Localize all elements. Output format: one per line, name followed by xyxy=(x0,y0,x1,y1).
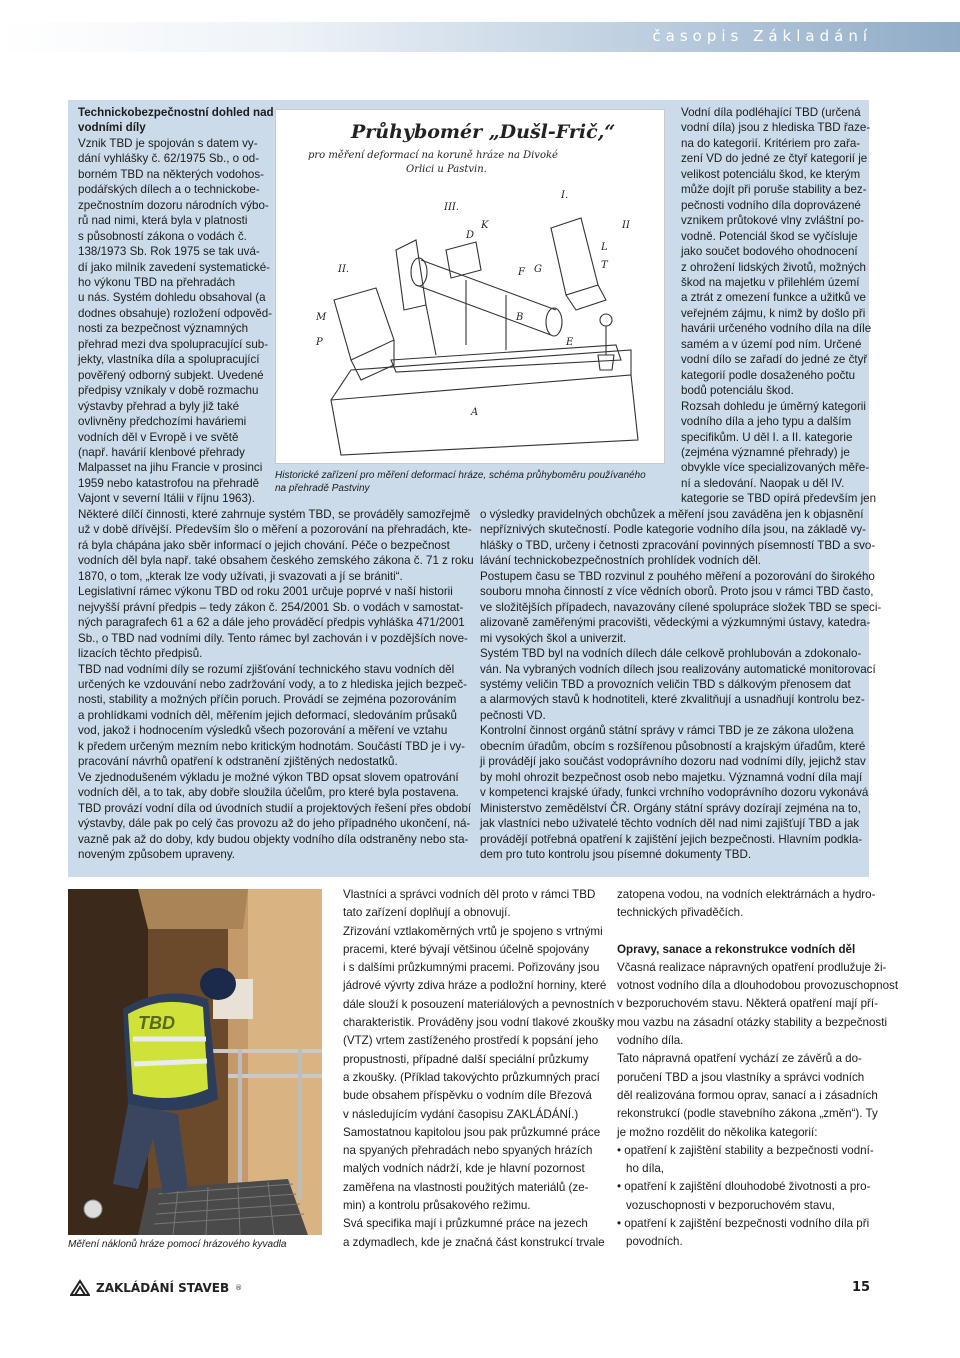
text-line: 1959 nebo katastrofou na přehradě xyxy=(78,476,260,490)
text-line: ji provádějí jako součást vodoprávního dozoru nad vodními díly, jejichž stav xyxy=(480,755,866,769)
svg-text:T: T xyxy=(601,260,608,271)
text-line: kategorie se TBD opírá především jen xyxy=(681,492,877,506)
svg-text:I.: I. xyxy=(561,190,569,201)
text-line: může dojít při poruše stability a bez- xyxy=(681,183,867,197)
text-line: TBD nad vodními díly se rozumí zjišťování technického stavu vodních děl xyxy=(78,662,455,676)
text-line: dí jako milník zavedení systematické- xyxy=(78,260,271,274)
text-line: TBD provází vodní díla od úvodních studií a projektových řešení přes období xyxy=(78,801,472,815)
figure-caption xyxy=(275,469,646,495)
text-line: poručení TBD a jsou vlastníky a správci vodních xyxy=(617,1070,865,1084)
text-line: Kontrolní činnost orgánů státní správy v rámci TBD je ze zákona uložena xyxy=(480,724,854,738)
figure-subtitle: pro měření deformací na koruně hráze na Divoké xyxy=(308,150,558,161)
text-line: předpisy vznikaly v době rozmachu xyxy=(78,384,259,398)
left-wide-paragraph xyxy=(78,507,474,862)
text-line: borném TBD na některých vodohos- xyxy=(78,167,265,181)
text-line: rá byla chápána jako sběr informací o jejich chování. Péče o bezpečnost xyxy=(78,538,450,552)
bullet-item: vozuschopnosti v bezporuchovém stavu, xyxy=(626,1198,835,1212)
text-line: děl realizována formou oprav, sanací a i zásadních xyxy=(617,1088,878,1102)
text-line: 138/1973 Sb. Rok 1975 se tak uvá- xyxy=(78,245,260,259)
text-line: (zejména významné přehrady) je xyxy=(681,445,850,459)
svg-text:D: D xyxy=(466,230,475,241)
pendulum-photo xyxy=(68,889,322,1235)
vest-label: TBD xyxy=(138,1013,175,1033)
text-line: Zřizování vztlakoměrných vrtů je spojeno s vrtnými xyxy=(343,924,603,938)
left-paragraph xyxy=(78,136,274,507)
bullet-list xyxy=(617,1142,898,1252)
text-line: v bezporuchovém stavu. Některá opatření mají pří- xyxy=(617,997,878,1011)
text-line: Vodní díla podléhající TBD (určená xyxy=(681,106,861,119)
text-line: pracování návrhů opatření k odstranění zjištěných nedostatků. xyxy=(78,755,398,769)
text-line: (např. havárií klenbové přehrady xyxy=(78,445,245,459)
text-line: obecním úřadům, obcím s rozšířenou působností a krajským úřadům, které xyxy=(480,739,866,753)
text-line: vznikem průtokové vlny zvláštní po- xyxy=(681,214,864,228)
text-line: propustnosti, případné další speciální průzkumy xyxy=(343,1052,589,1066)
text-line: a zkoušky. (Příklad takovýchto průzkumných prací xyxy=(343,1070,600,1084)
text-line: 1870, o tom, „kterak lze vody užívati, ji svazovati a jí se brániti“. xyxy=(78,569,403,583)
text-line: zaměřena na vlastnosti použitých materiálů (ze- xyxy=(343,1180,589,1194)
svg-text:L: L xyxy=(601,242,608,253)
text-line: vodní dílo se zařadí do jedné ze čtyř xyxy=(681,353,868,367)
svg-text:B: B xyxy=(516,312,524,323)
text-line: jak vlastníci nebo uživatelé těchto vodních děl nad nimi zajišťují TBD a jak xyxy=(480,817,860,831)
text-line: vodních děl v Evropě i ve světě xyxy=(78,430,239,444)
lower-right-column xyxy=(617,886,898,1252)
text-line: v kompetenci krajské úřady, funkci vrchního vodoprávního dozoru vykonává xyxy=(480,786,869,800)
text-line: vodního díla. xyxy=(617,1034,684,1048)
text-line: dem pro tuto kontrolu jsou písemné dokumenty TBD. xyxy=(480,847,752,861)
text-line: specifikům. U děl I. a II. kategorie xyxy=(681,430,853,444)
text-line: zení VD do jedné ze čtyř kategorií je xyxy=(681,152,868,166)
text-line: Legislativní rámec výkonu TBD od roku 2001 určuje poprvé v naší historii xyxy=(78,585,453,599)
text-line: systémy veličin TBD a provozních veličin TBD s dálkovým přenosem dat xyxy=(480,677,851,691)
text-line: velikost potenciálu škod, ke kterým xyxy=(681,167,861,181)
logo-icon xyxy=(70,1279,90,1297)
text-line: ve složitějších případech, navazovány cílené spolupráce složek TBD se speci- xyxy=(480,600,882,614)
text-line: technických přivaděčích. xyxy=(617,906,744,920)
text-line: jako součet bodového ohodnocení xyxy=(681,245,858,259)
text-line: lizacích těchto předpisů. xyxy=(78,647,203,661)
text-line: podářských dílech a o technickobe- xyxy=(78,183,260,197)
text-line: Ve zjednodušeném výkladu je možné výkon TBD opsat slovem opatrování xyxy=(78,770,459,784)
registered-mark: ® xyxy=(235,1284,243,1292)
text-line: veřejném zájmu, k nimž by došlo při xyxy=(681,306,866,320)
text-line: ho výkonu TBD na přehradách xyxy=(78,275,236,289)
text-line: Některé dílčí činnosti, které zahrnuje systém TBD, se prováděly samozřejmě xyxy=(78,508,471,521)
text-line: bodů potenciálu škod. xyxy=(681,384,794,398)
text-line: výstavby přehrad a byly již také xyxy=(78,399,240,413)
text-line: min) a kontrolu průsakového režimu. xyxy=(343,1199,531,1213)
text-line: ovlivněny předchozími haváriemi xyxy=(78,415,247,429)
text-line: Vajont v severní Itálii v říjnu 1963). xyxy=(78,492,255,506)
text-line: Včasná realizace nápravných opatření prodlužuje ži- xyxy=(617,960,887,974)
left-column xyxy=(78,105,274,507)
caption-line: Historické zařízení pro měření deformací hráze, schéma průhyboměru používaného xyxy=(275,470,646,481)
text-line: z ohrožení lidských životů, možných xyxy=(681,260,866,274)
text-line: nepříznivých skutečností. Podle kategorie vodního díla jsou, na základě vy- xyxy=(480,523,867,537)
bullet-item: • opatření k zajištění dlouhodobé životnosti a pro- xyxy=(617,1180,871,1194)
text-line: Vznik TBD je spojován s datem vy- xyxy=(78,136,258,150)
lower-right-paragraph xyxy=(617,959,898,1142)
text-line: o výsledky pravidelných obchůzek a měření jsou zaváděna jen k objasnění xyxy=(480,508,864,521)
svg-text:E: E xyxy=(566,337,574,348)
text-line: nosti, stability a možných příčin poruch. Provádí se zejména pozorováním xyxy=(78,693,457,707)
text-line: Svá specifika mají i průzkumné práce na jezech xyxy=(343,1217,588,1231)
text-line: pečnosti VD. xyxy=(480,708,546,722)
svg-text:G: G xyxy=(534,264,542,275)
text-line: souboru mnoha činností z více vědních oborů. Proto jsou v rámci TBD často, xyxy=(480,585,874,599)
text-line: obvykle více specializovaných měře- xyxy=(681,461,870,475)
text-line: vodního díla a jeho typu a dalším xyxy=(681,415,852,429)
text-line: k předem určeným mezním nebo kritickým hodnotám. Součástí TBD je i vy- xyxy=(78,739,466,753)
lower-middle-column xyxy=(343,886,614,1252)
text-line: zatopena vodou, na vodních elektrárnách a hydro- xyxy=(617,888,876,901)
text-line: vazně pak až do doby, kdy budou objekty vodního díla odstraněny nebo sta- xyxy=(78,832,469,846)
text-line: a zdymadlech, kde je značná část konstrukcí trvale xyxy=(343,1235,605,1249)
text-line: ní a sledování. Naopak u děl IV. xyxy=(681,476,845,490)
figure-title: Průhybomér „Dušl-Frič,“ xyxy=(351,121,616,143)
text-line: dání vyhlášky č. 62/1975 Sb., o od- xyxy=(78,152,260,166)
text-line: ných paragrafech 61 a 62 a dále jeho prováděcí předpis vyhláška 471/2001 xyxy=(78,616,465,630)
photo-caption: Měření náklonů hráze pomocí hrázového kyvadla xyxy=(68,1239,287,1250)
text-line: bude obsahem příspěvku o vodním díle Březová xyxy=(343,1089,592,1103)
text-line: dodnes obsahuje) rozložení odpověd- xyxy=(78,306,273,320)
figure-subtitle: Orlici u Pastvin. xyxy=(406,164,487,175)
text-line: i s dalšími průzkumnými pracemi. Pořizovány jsou xyxy=(343,961,600,975)
bullet-item: • opatření k zajištění bezpečnosti vodního díla při xyxy=(617,1217,870,1231)
text-line: nejvyšší právní předpis – tedy zákon č. 254/2001 Sb. o vodách v samostat- xyxy=(78,600,464,614)
bullet-item: ho díla, xyxy=(626,1162,665,1176)
text-line: Postupem času se TBD rozvinul z pouhého měření a pozorování do širokého xyxy=(480,569,875,583)
text-line: samém a v území pod ním. Určené xyxy=(681,337,862,351)
svg-text:II.: II. xyxy=(338,264,350,275)
text-line: tato zařízení doplňují a obnovují. xyxy=(343,906,511,920)
text-line: pracemi, které bývají většinou účelně spojovány xyxy=(343,942,590,956)
text-line: by mohl ohrozit bezpečnost osob nebo majetku. Významná vodní díla mají xyxy=(480,770,863,784)
text-line: mou vazbu na zásadní otázky stability a bezpečnosti xyxy=(617,1015,888,1029)
text-line: na do kategorií. Kritériem pro zařa- xyxy=(681,136,861,150)
publisher-logo xyxy=(70,1279,242,1297)
text-line: zpečnostním dozoru národních výbo- xyxy=(78,198,269,212)
text-line: noveným způsobem upraveny. xyxy=(78,847,236,861)
text-line: určených ke vzdouvání nebo zadržování vody, a to z hlediska jejich bezpeč- xyxy=(78,677,468,691)
text-line: Vlastníci a správci vodních děl proto v rámci TBD xyxy=(343,888,596,901)
text-line: přehrad mezi dva spolupracující sub- xyxy=(78,337,269,351)
svg-text:II: II xyxy=(622,220,630,231)
text-line: v následujícím vydání časopisu ZAKLÁDÁNÍ.) xyxy=(343,1107,579,1121)
text-line: alizovaně zaměřenými pracovišti, vědeckými a výzkumnými ústavy, katedra- xyxy=(480,616,871,630)
text-line: Systém TBD byl na vodních dílech dále celkově prohlubován a zdokonalo- xyxy=(480,647,862,661)
text-line: škod na majetku v přilehlém území xyxy=(681,275,860,289)
header-bar xyxy=(0,22,960,52)
text-line: malých vodních nádrží, kde je hlavní pozornost xyxy=(343,1162,585,1176)
text-line: s působností zákona o vodách č. xyxy=(78,229,247,243)
svg-text:P: P xyxy=(316,337,323,348)
text-line: charakteristik. Prováděny jsou vodní tlakové zkoušky xyxy=(343,1016,615,1030)
text-line: kategorií podle dosaženého počtu xyxy=(681,368,856,382)
page-number: 15 xyxy=(852,1280,871,1295)
text-line: na spyaných přehradách nebo spyaných hrázích xyxy=(343,1144,593,1158)
text-line: u nás. Systém dohledu obsahoval (a xyxy=(78,291,266,305)
text-line: vodně. Potenciál škod se vyčísluje xyxy=(681,229,858,243)
text-line: havárii určeného vodního díla na díle xyxy=(681,322,872,336)
text-line: nosti za bezpečnost významných xyxy=(78,322,249,336)
technical-sketch xyxy=(276,110,664,463)
text-line: (VTZ) vrtem zastíženého prostředí k popsání jeho xyxy=(343,1034,599,1048)
text-line: je možno rozdělit do několika kategorií: xyxy=(617,1125,818,1139)
text-line: ván. Na vybraných vodních dílech jsou realizovány automatické monitorovací xyxy=(480,662,876,676)
bullet-item: • opatření k zajištění stability a bezpečnosti vodní- xyxy=(617,1143,874,1157)
text-line: provádějí potřebná opatření k zajištění jejich bezpečnosti. Hlavním podkla- xyxy=(480,832,863,846)
text-line: votnost vodního díla a dlouhodobou provozuschopnost xyxy=(617,979,899,993)
logo-text: ZAKLÁDÁNÍ STAVEB xyxy=(96,1281,230,1295)
text-line: pověřený odborný subjekt. Uvedené xyxy=(78,368,264,382)
text-line: Tato nápravná opatření vychází ze závěrů a do- xyxy=(617,1052,862,1066)
right-column xyxy=(681,105,876,507)
svg-text:M: M xyxy=(316,312,327,323)
text-line: už v době dřívější. Především šlo o měření a pozorování na přehradách, kte- xyxy=(78,523,472,537)
svg-text:K: K xyxy=(481,220,489,231)
text-line: vodních děl byla např. také obsahem českého zemského zákona č. 71 z roku xyxy=(78,554,474,568)
text-line: mi vysokých škol a univerzit. xyxy=(480,631,627,645)
svg-text:III.: III. xyxy=(444,202,460,213)
text-line: vodních děl, a to tak, aby dobře sloužila účelům, pro které byla postavena. xyxy=(78,786,459,800)
text-line: rekonstrukcí (podle stavebního zákona „změn“). Ty xyxy=(617,1107,878,1121)
text-line: výstavby, dále pak po celý čas provozu až do jeho případného ukončení, ná- xyxy=(78,817,471,831)
text-line: vod, jakož i hodnocením výsledků všech pozorování a měření ve vztahu xyxy=(78,724,448,738)
worker-illustration xyxy=(68,889,322,1235)
text-line: jádrové vývrty zdiva hráze a podložní horniny, které xyxy=(343,979,607,993)
text-line: a alarmových stavů k hodnotiteli, které zkvalitňují a usnadňují kontrolu bez- xyxy=(480,693,865,707)
text-line: rů nad nimi, která byla v platnosti xyxy=(78,214,248,228)
text-line: Samostatnou kapitolou jsou pak průzkumné práce xyxy=(343,1125,601,1139)
right-wide-paragraph xyxy=(480,507,881,862)
caption-line: na přehradě Pastviny xyxy=(275,483,370,494)
deflectometer-drawing xyxy=(275,109,665,464)
section-heading: Opravy, sanace a rekonstrukce vodních děl xyxy=(617,942,856,956)
text-line: jekty, vlastníka díla a spolupracující xyxy=(78,353,260,367)
bullet-item: povodních. xyxy=(626,1235,683,1249)
magazine-title: časopis Základání xyxy=(652,27,872,45)
section-heading: Technickobezpečnostní dohled nad xyxy=(78,106,274,119)
text-line: a prohlídkami vodních děl, měřením jejich deformací, sledováním průsaků xyxy=(78,708,457,722)
svg-text:A: A xyxy=(471,407,479,418)
section-heading: vodními díly xyxy=(78,121,146,135)
text-line: Sb., o TBD nad vodními díly. Tento rámec byl zachován i v pozdějších nove- xyxy=(78,631,468,645)
text-line: a ztrát z omezení funkce a užitků ve xyxy=(681,291,866,305)
text-line: Malpasset na jihu Francie v prosinci xyxy=(78,461,263,475)
text-line: Ministerstvo zemědělství ČR. Orgány státní správy dozírají zejména na to, xyxy=(480,801,861,815)
svg-text:F: F xyxy=(518,267,525,278)
text-line: Rozsah dohledu je úměrný kategorii xyxy=(681,399,866,413)
text-line: vodní díla) jsou z hlediska TBD řaze- xyxy=(681,121,871,135)
text-line: pečnosti vodního díla doprovázené xyxy=(681,198,861,212)
text-line: lávání technickobezpečnostních prohlídek vodních děl. xyxy=(480,554,762,568)
text-line: hlášky o TBD, určeny i četnosti zpracování povinných písemností TBD a svo- xyxy=(480,538,876,552)
text-line: dále slouží k posouzení materiálových a pevnostních xyxy=(343,997,615,1011)
